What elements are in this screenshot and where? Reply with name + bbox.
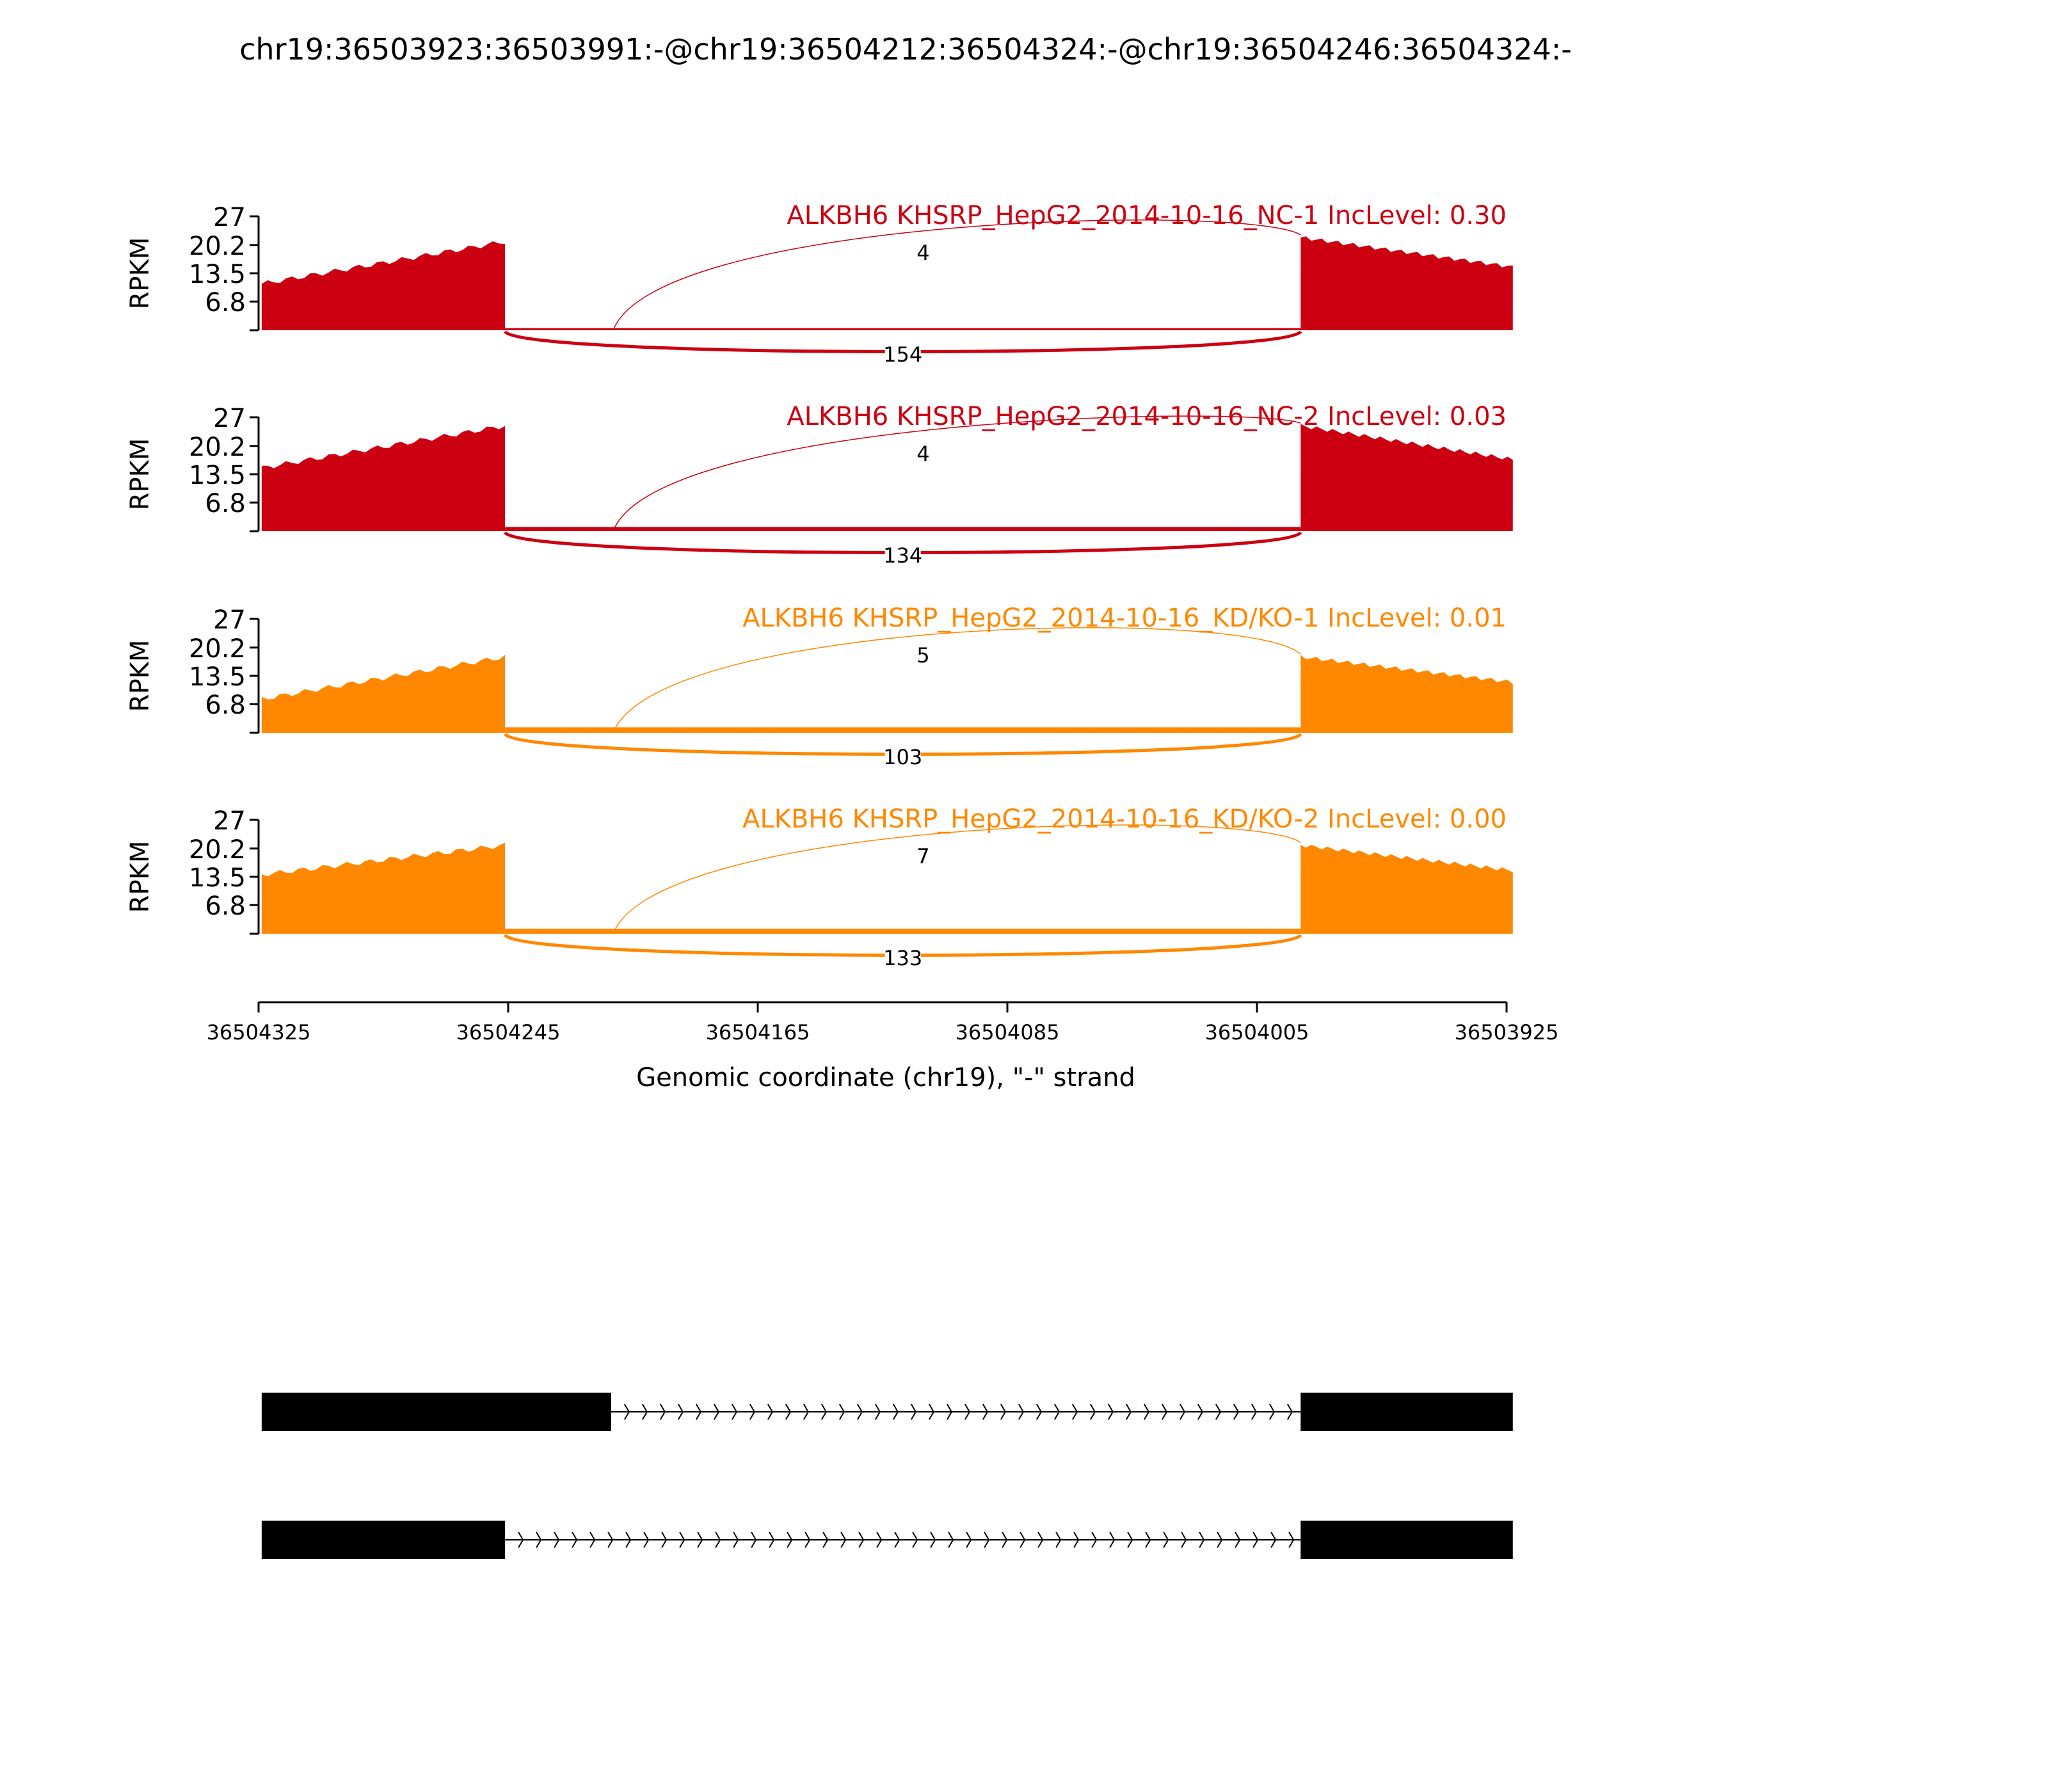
y-tick-label: 6.8 <box>205 288 246 318</box>
junction-arc <box>614 628 1301 730</box>
x-tick-label: 36504245 <box>456 1020 561 1044</box>
isoform <box>262 1393 1513 1431</box>
y-tick-label: 6.8 <box>205 892 246 922</box>
sample-label: ALKBH6 KHSRP_HepG2_2014-10-16_KD/KO-1 IncLevel: 0.01 <box>742 604 1507 633</box>
sample-label: ALKBH6 KHSRP_HepG2_2014-10-16_NC-1 IncLevel: 0.30 <box>787 201 1507 230</box>
y-tick-label: 6.8 <box>205 489 246 519</box>
sample-label: ALKBH6 KHSRP_HepG2_2014-10-16_KD/KO-2 IncLevel: 0.00 <box>742 804 1507 834</box>
exon1-coverage <box>262 426 505 531</box>
intron-coverage <box>505 929 1300 934</box>
exon-block <box>1300 1393 1513 1431</box>
x-tick-label: 36503925 <box>1454 1020 1559 1044</box>
exon3-coverage <box>1300 655 1513 733</box>
x-tick-label: 36504325 <box>206 1020 311 1044</box>
exon1-coverage <box>262 843 505 934</box>
isoform-track <box>262 1393 1513 1559</box>
y-tick-label: 27 <box>213 203 246 232</box>
x-axis <box>207 1002 1559 1044</box>
y-tick-label: 13.5 <box>188 461 246 490</box>
exon3-coverage <box>1300 845 1513 934</box>
junction-count: 103 <box>883 745 923 769</box>
y-tick-label: 6.8 <box>205 691 246 721</box>
sample-label: ALKBH6 KHSRP_HepG2_2014-10-16_NC-2 IncLevel: 0.03 <box>787 402 1507 431</box>
y-axis-label: RPKM <box>125 237 155 310</box>
coverage-panel <box>125 804 1513 970</box>
y-tick-label: 27 <box>213 605 246 635</box>
intron-coverage <box>505 328 1300 330</box>
junction-count: 4 <box>916 241 930 265</box>
y-axis-label: RPKM <box>125 438 155 511</box>
coverage-panel <box>125 604 1513 769</box>
y-tick-label: 20.2 <box>188 432 246 462</box>
exon-block <box>1300 1521 1513 1559</box>
intron-coverage <box>505 727 1300 733</box>
exon1-coverage <box>262 241 505 330</box>
isoform <box>262 1521 1513 1559</box>
intron-coverage <box>505 527 1300 531</box>
junction-count: 5 <box>916 643 930 668</box>
junction-arc <box>614 416 1301 529</box>
y-tick-label: 27 <box>213 806 246 836</box>
junction-arc <box>614 825 1301 931</box>
y-tick-label: 20.2 <box>188 835 246 865</box>
junction-count: 134 <box>883 543 923 568</box>
junction-count: 7 <box>916 844 930 868</box>
junction-count: 4 <box>916 442 930 466</box>
x-tick-label: 36504085 <box>955 1020 1060 1044</box>
y-tick-label: 20.2 <box>188 231 246 261</box>
coverage-panel <box>125 402 1513 568</box>
chart-title: chr19:36503923:36503991:-@chr19:36504212:36504324:-@chr19:36504246:36504324:- <box>239 32 1572 67</box>
x-tick-label: 36504165 <box>705 1020 810 1044</box>
exon-block <box>262 1521 505 1559</box>
y-axis-label: RPKM <box>125 639 155 712</box>
x-axis-label: Genomic coordinate (chr19), "-" strand <box>636 1063 1135 1092</box>
exon1-coverage <box>262 655 505 733</box>
y-axis-label: RPKM <box>125 840 155 913</box>
junction-count: 133 <box>883 946 923 970</box>
x-tick-label: 36504005 <box>1204 1020 1309 1044</box>
coverage-panels <box>125 201 1513 970</box>
y-tick-label: 13.5 <box>188 662 246 692</box>
junction-count: 154 <box>883 342 923 367</box>
coverage-panel <box>125 201 1513 367</box>
junction-arc <box>614 220 1301 328</box>
y-tick-label: 20.2 <box>188 634 246 664</box>
exon3-coverage <box>1300 424 1513 531</box>
exon3-coverage <box>1300 236 1513 330</box>
exon-block <box>262 1393 611 1431</box>
y-tick-label: 13.5 <box>188 863 246 893</box>
y-tick-label: 13.5 <box>188 260 246 289</box>
y-tick-label: 27 <box>213 404 246 433</box>
